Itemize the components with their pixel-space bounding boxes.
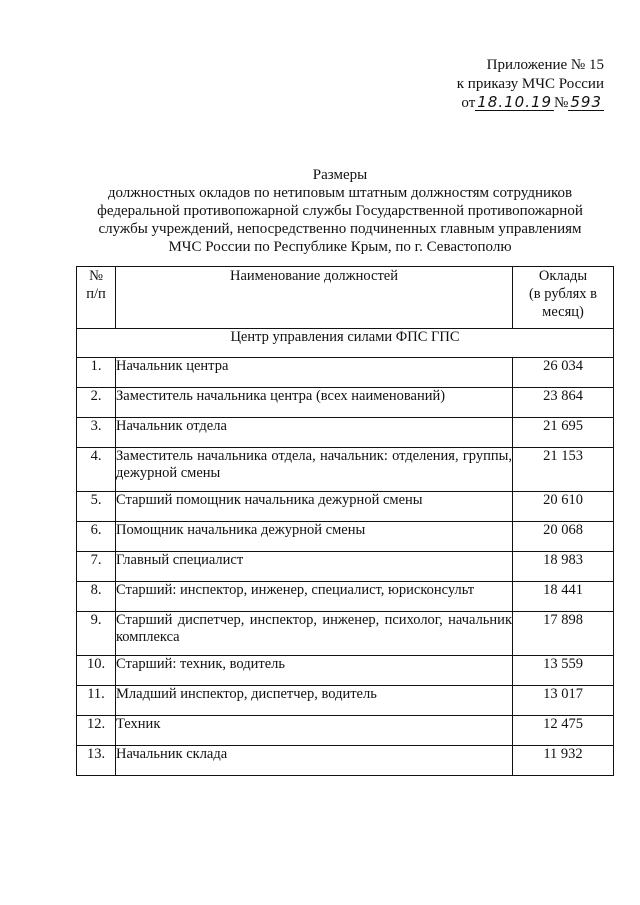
position-name: Заместитель начальника отдела, начальник: отделения, группы, дежурной смены	[116, 448, 513, 492]
order-reference: к приказу МЧС России	[456, 76, 604, 92]
row-number: 5.	[77, 492, 116, 522]
row-number: 8.	[77, 582, 116, 612]
position-name: Главный специалист	[116, 552, 513, 582]
table-row	[77, 746, 614, 776]
position-name: Старший диспетчер, инспектор, инженер, психолог, начальник комплекса	[116, 612, 513, 656]
position-name: Заместитель начальника центра (всех наименований)	[116, 388, 513, 418]
row-number: 6.	[77, 522, 116, 552]
table-row	[77, 582, 614, 612]
heading-line: МЧС России по Республике Крым, по г. Севастополю	[168, 239, 512, 255]
salary-value: 18 441	[513, 582, 614, 612]
table-row	[77, 552, 614, 582]
handwritten-order-number: 593	[570, 93, 602, 111]
position-name: Начальник центра	[116, 358, 513, 388]
table-row	[77, 448, 614, 492]
row-number: 2.	[77, 388, 116, 418]
salary-value: 20 068	[513, 522, 614, 552]
header-salary: Оклады (в рублях в месяц)	[513, 267, 614, 329]
row-number: 9.	[77, 612, 116, 656]
number-sign: №	[554, 95, 569, 111]
handwritten-date: 18.10.19	[477, 93, 553, 111]
section-row	[77, 329, 614, 358]
position-name: Младший инспектор, диспетчер, водитель	[116, 686, 513, 716]
date-prefix: от	[461, 95, 476, 111]
header-position-name: Наименование должностей	[116, 267, 513, 329]
order-date-line	[461, 94, 604, 113]
salary-value: 11 932	[513, 746, 614, 776]
row-number: 12.	[77, 716, 116, 746]
table-row	[77, 492, 614, 522]
document-heading	[80, 166, 600, 256]
table-row	[77, 358, 614, 388]
position-name: Старший: инспектор, инженер, специалист, юрисконсульт	[116, 582, 513, 612]
table-row	[77, 656, 614, 686]
table-row	[77, 686, 614, 716]
position-name: Начальник склада	[116, 746, 513, 776]
salary-value: 12 475	[513, 716, 614, 746]
row-number: 7.	[77, 552, 116, 582]
salary-value: 18 983	[513, 552, 614, 582]
salary-value: 13 017	[513, 686, 614, 716]
row-number: 10.	[77, 656, 116, 686]
salary-value: 20 610	[513, 492, 614, 522]
table-row	[77, 716, 614, 746]
position-name: Помощник начальника дежурной смены	[116, 522, 513, 552]
position-name: Старший: техник, водитель	[116, 656, 513, 686]
heading-line: федеральной противопожарной службы Государственной противопожарной	[97, 203, 583, 219]
row-number: 1.	[77, 358, 116, 388]
table-row	[77, 388, 614, 418]
position-name: Начальник отдела	[116, 418, 513, 448]
salary-value: 21 695	[513, 418, 614, 448]
salary-value: 21 153	[513, 448, 614, 492]
heading-line: службы учреждений, непосредственно подчиненных главным управлениям	[98, 221, 582, 237]
position-name: Техник	[116, 716, 513, 746]
heading-title: Размеры	[312, 167, 368, 183]
salary-value: 13 559	[513, 656, 614, 686]
table-row	[77, 522, 614, 552]
salary-table	[76, 266, 614, 776]
salary-value: 23 864	[513, 388, 614, 418]
heading-line: должностных окладов по нетиповым штатным должностям сотрудников	[107, 185, 573, 201]
salary-value: 17 898	[513, 612, 614, 656]
row-number: 3.	[77, 418, 116, 448]
salary-value: 26 034	[513, 358, 614, 388]
position-name: Старший помощник начальника дежурной смены	[116, 492, 513, 522]
section-title: Центр управления силами ФПС ГПС	[77, 329, 614, 358]
row-number: 13.	[77, 746, 116, 776]
appendix-number: Приложение № 15	[486, 57, 604, 73]
table-row	[77, 612, 614, 656]
table-row	[77, 418, 614, 448]
header-number: № п/п	[77, 267, 116, 329]
row-number: 11.	[77, 686, 116, 716]
appendix-reference	[364, 56, 604, 113]
row-number: 4.	[77, 448, 116, 492]
table-header-row	[77, 267, 614, 329]
